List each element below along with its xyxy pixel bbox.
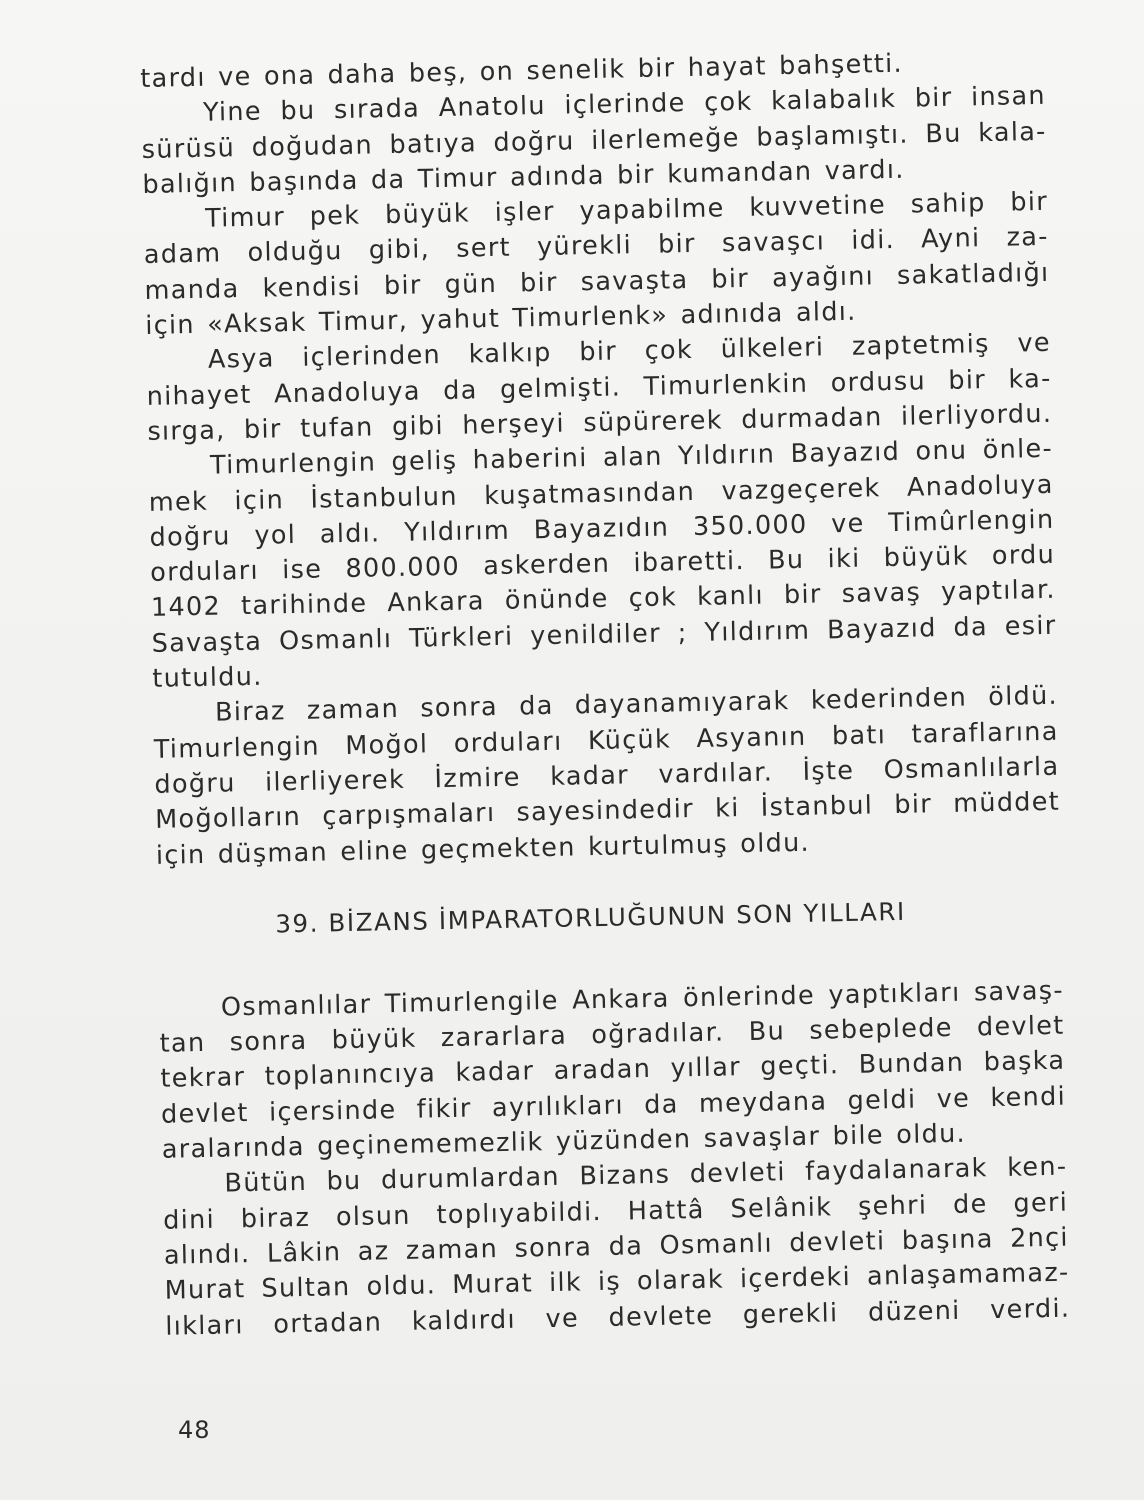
- text-line: doğru ilerliyerek İzmire kadar vardılar. İşte Osmanlılarla: [154, 751, 1060, 800]
- text-line: orduları ise 800.000 askerden ibaretti. Bu iki büyük ordu: [149, 539, 1056, 589]
- text-line: Moğolların çarpışmaları sayesindedir ki İstanbul bir müddet: [154, 786, 1061, 836]
- text-line: tardı ve ona daha beş, on senelik bir hayat bahşetti.: [140, 48, 904, 94]
- text-line: Osmanlılar Timurlengile Ankara önlerinde yaptıkları savaş-: [220, 975, 1065, 1023]
- text-line: balığın başında da Timur adında bir kumandan vardı.: [142, 154, 905, 200]
- text-line: doğru yol aldı. Yıldırım Bayazıdın 350.000 ve Timûrlengin: [149, 504, 1055, 553]
- text-line: Timur pek büyük işler yapabilme kuvvetine sahip bir: [204, 186, 1049, 234]
- text-line: için «Aksak Timur, yahut Timurlenk» adınıda aldı.: [144, 296, 857, 342]
- text-block: [140, 44, 1071, 1345]
- text-line: dini biraz olsun toplıyabildi. Hattâ Selânik şehri de geri: [162, 1187, 1069, 1236]
- text-line: Murat Sultan oldu. Murat ilk iş olarak içerdeki anlaşamamaz-: [164, 1257, 1070, 1306]
- text-line: tekrar toplanıncıya kadar aradan yıllar geçti. Bundan başka: [160, 1046, 1066, 1095]
- text-line: Asya içlerinden kalkıp bir çok ülkeleri zaptetmiş ve: [207, 328, 1052, 376]
- text-line: tan sonra büyük zararlara oğradılar. Bu sebeplede devlet: [159, 1010, 1065, 1059]
- paragraphs-after-section: [159, 973, 1071, 1344]
- text-line: Biraz zaman sonra da dayanamıyarak kederinden öldü.: [214, 681, 1059, 728]
- text-line: tutuldu.: [152, 661, 263, 694]
- text-line: lıkları ortadan kaldırdı ve devlete gerekli düzeni verdi.: [165, 1293, 1071, 1342]
- text-line: Savaşta Osmanlı Türkleri yenildiler ; Yıldırım Bayazıd da esir: [151, 610, 1057, 659]
- text-line: aralarında geçinememezlik yüzünden savaşlar bile oldu.: [161, 1118, 967, 1165]
- text-line: Bütün bu durumlardan Bizans devleti faydalanarak ken-: [224, 1151, 1068, 1199]
- text-line: manda kendisi bir gün bir savaşta bir ayağını sakatladığı: [144, 257, 1050, 306]
- text-line: 1402 tarihinde Ankara önünde çok kanlı bir savaş yaptılar.: [150, 575, 1057, 624]
- text-line: Timurlengin Moğol orduları Küçük Asyanın batı taraflarına: [153, 716, 1059, 765]
- text-line: adam olduğu gibi, sert yürekli bir savaşcı idi. Ayni za-: [143, 222, 1050, 271]
- paragraphs-before-section: [140, 44, 1061, 874]
- page-number: 48: [178, 1416, 211, 1444]
- text-line: sırga, bir tufan gibi herşeyi süpürerek durmadan ilerliyordu.: [147, 398, 1053, 447]
- text-line: Timurlengin geliş haberini alan Yıldırın Bayazıd onu önle-: [209, 434, 1054, 481]
- text-line: sürüsü doğudan batıya doğru ilerlemeğe başlamıştı. Bu kala-: [141, 116, 1047, 165]
- text-line: mek için İstanbulun kuşatmasından vazgeçerek Anadoluya: [148, 469, 1054, 518]
- text-line: alındı. Lâkin az zaman sonra da Osmanlı devleti başına 2nçi: [163, 1222, 1070, 1271]
- text-line: devlet içersinde fikir ayrılıkları da meydana geldi ve kendi: [160, 1081, 1067, 1130]
- text-line: için düşman eline geçmekten kurtulmuş oldu.: [155, 827, 811, 871]
- section-heading: 39. BİZANS İMPARATORLUĞUNUN SON YILLARI: [275, 896, 907, 939]
- text-line: Yine bu sırada Anatolu içlerinde çok kalabalık bir insan: [202, 81, 1047, 129]
- text-line: nihayet Anadoluya da gelmişti. Timurlenkin ordusu bir ka-: [146, 363, 1052, 412]
